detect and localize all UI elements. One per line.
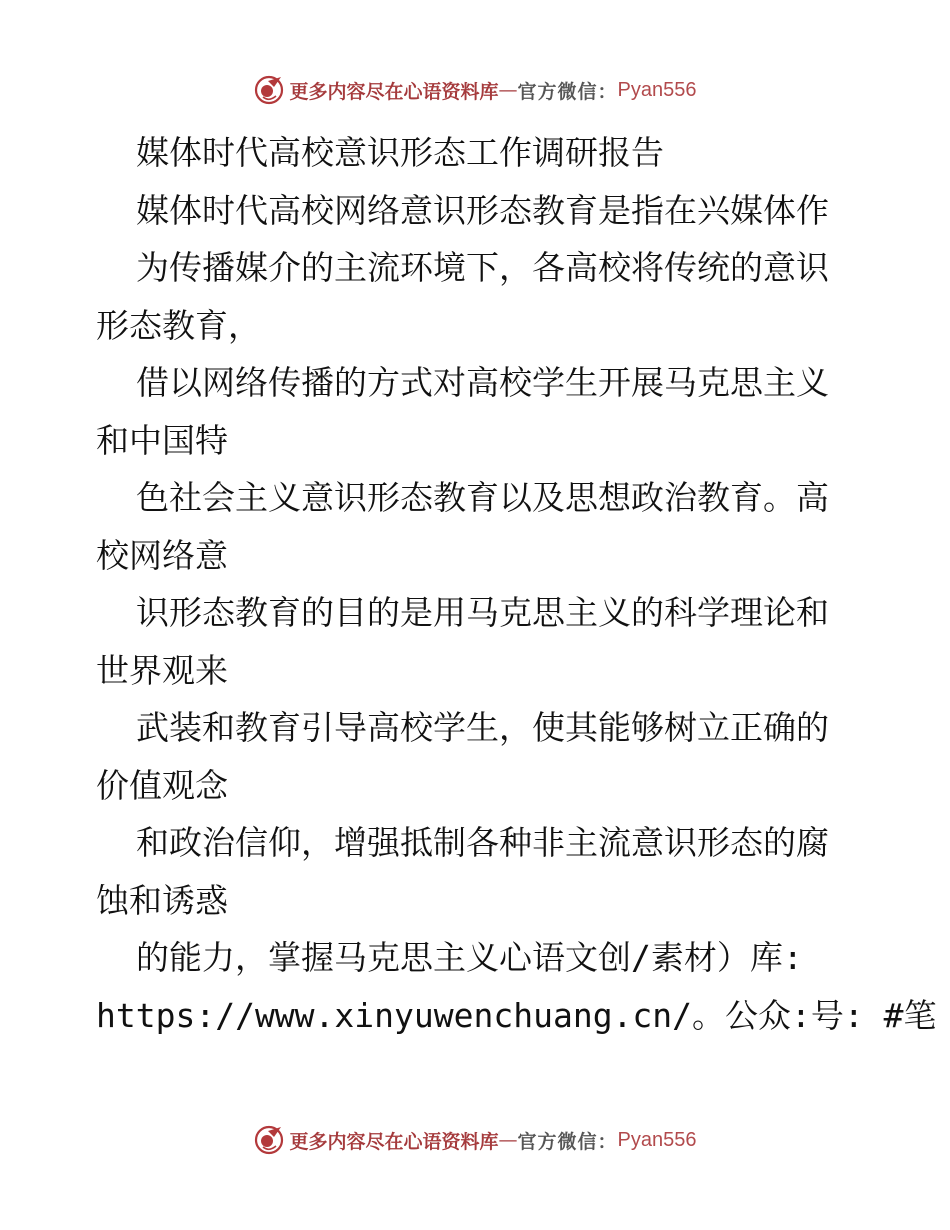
text-line: 识形态教育的目的是用马克思主义的科学理论和 [136,593,829,632]
text-line: 色社会主义意识形态教育以及思想政治教育。高 [136,478,829,517]
footer-banner [0,1120,950,1160]
text-line: 借以网络传播的方式对高校学生开展马克思主义 [136,363,829,402]
text-line: 和政治信仰，增强抵制各种非主流意识形态的腐 [136,823,829,862]
document-body [96,124,937,1044]
banner-wechat-label: 官方微信： [517,80,618,103]
text-line: 武装和教育引导高校学生，使其能够树立正确的 [136,708,829,747]
brand-logo-icon [254,1125,284,1155]
text-line: 世界观来 [96,650,228,690]
document-title: 媒体时代高校意识形态工作调研报告 [136,133,664,172]
banner-separator: — [498,1129,518,1151]
banner-wechat-label: 官方微信： [517,1130,618,1153]
text-line: 媒体时代高校网络意识形态教育是指在兴媒体作 [136,190,829,230]
text-line: 形态教育， [96,305,261,345]
text-line: 的能力，掌握马克思主义心语文创/素材）库: [136,938,803,977]
banner-separator: — [498,79,518,101]
text-line: 和中国特 [96,420,228,460]
text-line-url: https://www.xinyuwenchuang.cn/。公众:号: #笔 [96,995,937,1035]
text-line: 价值观念 [96,765,228,805]
banner-brand-text: 更多内容尽在心语资料库 [289,80,499,103]
text-line: 校网络意 [96,535,228,575]
banner-wechat-id: Pyan556 [617,78,697,101]
brand-logo-icon [254,75,284,105]
text-line: 蚀和诱惑 [96,880,228,920]
text-line: 为传播媒介的主流环境下，各高校将传统的意识 [136,248,829,287]
banner-brand-text: 更多内容尽在心语资料库 [289,1130,499,1153]
banner-wechat-id: Pyan556 [617,1128,697,1151]
header-banner [0,70,950,110]
